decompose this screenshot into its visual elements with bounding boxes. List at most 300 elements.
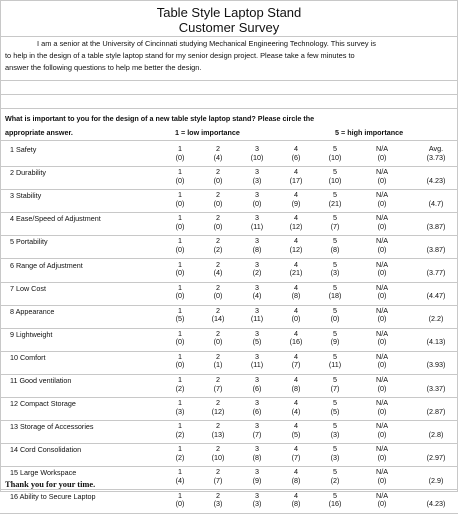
survey-question-row (0, 237, 458, 260)
rating-option-5[interactable] (315, 191, 355, 208)
average-value: (2.87) (426, 406, 446, 416)
rating-option-3[interactable] (237, 214, 277, 231)
na-option[interactable] (362, 376, 402, 393)
response-count: (7) (213, 475, 223, 485)
rating-option-3[interactable] (237, 353, 277, 370)
rating-option-1[interactable] (160, 330, 200, 347)
response-count: (0) (213, 175, 223, 185)
response-count: (0) (377, 499, 387, 509)
na-option[interactable] (362, 330, 402, 347)
na-option[interactable] (362, 468, 402, 485)
rating-option-1[interactable] (160, 214, 200, 231)
rating-value: N/A (376, 305, 388, 315)
scale-high-label: 5 = high importance (335, 128, 404, 137)
average-cell (418, 492, 454, 509)
question-label: 8 Appearance (10, 306, 55, 316)
average-heading: Avg. (428, 144, 444, 153)
rating-value: 4 (294, 259, 298, 269)
rating-option-3[interactable] (237, 422, 277, 439)
rating-option-5[interactable] (315, 261, 355, 278)
average-value: (4.23) (426, 499, 446, 509)
rating-option-3[interactable] (237, 330, 277, 347)
response-count: (8) (252, 452, 262, 462)
row-divider (0, 351, 458, 352)
thank-you-note: Thank you for your time. (5, 480, 96, 489)
response-count: (11) (328, 360, 342, 370)
rating-option-5[interactable] (315, 468, 355, 485)
rating-option-3[interactable] (237, 468, 277, 485)
rating-value: 1 (178, 421, 182, 431)
rating-option-4[interactable] (276, 145, 316, 162)
response-count: (0) (175, 244, 185, 254)
response-count: (11) (250, 221, 264, 231)
rating-option-2[interactable] (198, 445, 238, 462)
average-value: (4.23) (426, 175, 446, 185)
average-cell (418, 261, 454, 278)
rating-value: 2 (216, 236, 220, 246)
rating-value: 4 (294, 490, 298, 500)
rating-value: 5 (333, 236, 337, 246)
rating-value: 1 (178, 328, 182, 338)
response-count: (11) (250, 314, 264, 324)
row-divider (0, 212, 458, 213)
na-option[interactable] (362, 214, 402, 231)
rating-value: 4 (294, 444, 298, 454)
rating-option-5[interactable] (315, 445, 355, 462)
rating-option-3[interactable] (237, 261, 277, 278)
response-count: (8) (330, 244, 340, 254)
rating-value: N/A (376, 167, 388, 177)
rating-option-4[interactable] (276, 399, 316, 416)
rating-value: 1 (178, 213, 182, 223)
rating-value: N/A (376, 490, 388, 500)
rating-option-4[interactable] (276, 353, 316, 370)
rating-option-1[interactable] (160, 376, 200, 393)
response-count: (0) (377, 429, 387, 439)
response-count: (18) (328, 291, 342, 301)
row-divider (0, 443, 458, 444)
response-count: (1) (213, 360, 223, 370)
average-cell (418, 376, 454, 393)
rating-value: 4 (294, 421, 298, 431)
rating-option-3[interactable] (237, 445, 277, 462)
rating-value: 5 (333, 375, 337, 384)
rating-option-5[interactable] (315, 399, 355, 416)
rating-value: N/A (376, 144, 388, 153)
response-count: (3) (330, 452, 340, 462)
rating-option-5[interactable] (315, 214, 355, 231)
rating-value: N/A (376, 328, 388, 338)
response-count: (3) (213, 499, 223, 509)
rating-value: 5 (333, 282, 337, 292)
rating-value: 3 (255, 213, 259, 223)
average-cell (418, 284, 454, 301)
rating-value: 1 (178, 190, 182, 200)
rating-option-1[interactable] (160, 237, 200, 254)
rating-option-4[interactable] (276, 422, 316, 439)
response-count: (7) (252, 429, 262, 439)
row-divider (0, 235, 458, 236)
response-count: (4) (252, 291, 262, 301)
na-option[interactable] (362, 445, 402, 462)
rating-option-5[interactable] (315, 307, 355, 324)
average-cell (418, 468, 454, 485)
rating-value: 2 (216, 282, 220, 292)
rating-value: 1 (178, 398, 182, 408)
row-divider (0, 420, 458, 421)
response-count: (2) (213, 244, 223, 254)
rating-value: 1 (178, 305, 182, 315)
na-option[interactable] (362, 284, 402, 301)
rating-value: 1 (178, 167, 182, 177)
average-value: (4.47) (426, 291, 446, 301)
rating-value: 1 (178, 467, 182, 477)
rating-option-1[interactable] (160, 422, 200, 439)
rating-option-2[interactable] (198, 191, 238, 208)
response-count: (0) (175, 198, 185, 208)
rating-option-3[interactable] (237, 237, 277, 254)
rating-option-2[interactable] (198, 399, 238, 416)
average-cell (418, 330, 454, 347)
rating-option-5[interactable] (315, 492, 355, 509)
row-divider (0, 328, 458, 329)
question-label: 4 Ease/Speed of Adjustment (10, 214, 101, 224)
rating-option-3[interactable] (237, 492, 277, 509)
na-option[interactable] (362, 191, 402, 208)
rating-value: 3 (255, 398, 259, 408)
rating-value: 5 (333, 190, 337, 200)
rating-option-1[interactable] (160, 191, 200, 208)
rating-option-5[interactable] (315, 330, 355, 347)
response-count: (0) (377, 475, 387, 485)
rating-value: 2 (216, 490, 220, 500)
rating-option-1[interactable] (160, 168, 200, 185)
average-cell (418, 399, 454, 416)
rating-option-4[interactable] (276, 237, 316, 254)
rating-option-5[interactable] (315, 168, 355, 185)
rating-option-3[interactable] (237, 399, 277, 416)
rating-option-3[interactable] (237, 307, 277, 324)
response-count: (12) (289, 221, 303, 231)
survey-question-row (0, 422, 458, 445)
rating-option-5[interactable] (315, 237, 355, 254)
response-count: (7) (291, 452, 301, 462)
rating-option-3[interactable] (237, 145, 277, 162)
intro-paragraph (5, 38, 455, 74)
na-option[interactable] (362, 145, 402, 162)
rating-value: 3 (255, 305, 259, 315)
rating-value: 4 (294, 467, 298, 477)
survey-question-row (0, 445, 458, 468)
average-value: (3.87) (426, 221, 446, 231)
response-count: (0) (175, 291, 185, 301)
rating-option-1[interactable] (160, 307, 200, 324)
na-option[interactable] (362, 422, 402, 439)
question-label: 7 Low Cost (10, 283, 46, 293)
average-value: (4.13) (426, 337, 446, 347)
question-label: 13 Storage of Accessories (10, 422, 94, 432)
rating-option-4[interactable] (276, 261, 316, 278)
survey-question-row (0, 307, 458, 330)
rating-value: 2 (216, 444, 220, 454)
rating-option-1[interactable] (160, 145, 200, 162)
rating-option-1[interactable] (160, 284, 200, 301)
average-value: (3.77) (426, 268, 446, 278)
rating-option-1[interactable] (160, 468, 200, 485)
rating-value: 1 (178, 282, 182, 292)
na-option[interactable] (362, 353, 402, 370)
survey-title: Table Style Laptop Stand (156, 5, 302, 20)
average-value: (4.7) (428, 198, 444, 208)
response-count: (4) (175, 475, 185, 485)
response-count: (0) (213, 291, 223, 301)
rating-value: 2 (216, 421, 220, 431)
response-count: (0) (377, 406, 387, 416)
rating-value: 2 (216, 328, 220, 338)
response-count: (9) (252, 475, 262, 485)
na-option[interactable] (362, 307, 402, 324)
rating-value: 2 (216, 259, 220, 269)
response-count: (0) (175, 175, 185, 185)
rating-option-1[interactable] (160, 445, 200, 462)
rating-option-4[interactable] (276, 168, 316, 185)
rating-option-4[interactable] (276, 307, 316, 324)
rating-option-5[interactable] (315, 145, 355, 162)
rating-option-2[interactable] (198, 376, 238, 393)
response-count: (2) (175, 452, 185, 462)
rating-option-5[interactable] (315, 422, 355, 439)
rating-option-1[interactable] (160, 261, 200, 278)
rating-value: 4 (294, 236, 298, 246)
rating-value: 1 (178, 490, 182, 500)
divider (0, 80, 458, 81)
rating-value: 5 (333, 351, 337, 361)
rating-value: 4 (294, 282, 298, 292)
rating-value: 3 (255, 282, 259, 292)
na-option[interactable] (362, 168, 402, 185)
rating-value: 2 (216, 375, 220, 384)
rating-value: 4 (294, 144, 298, 153)
response-count: (6) (291, 152, 301, 162)
rating-option-5[interactable] (315, 376, 355, 393)
response-count: (3) (252, 175, 262, 185)
row-divider (0, 282, 458, 283)
response-count: (0) (213, 198, 223, 208)
question-label: 14 Cord Consolidation (10, 445, 82, 455)
rating-value: 5 (333, 467, 337, 477)
response-count: (0) (175, 268, 185, 278)
response-count: (4) (213, 152, 223, 162)
rating-value: 1 (178, 144, 182, 153)
row-divider (0, 305, 458, 306)
na-option[interactable] (362, 261, 402, 278)
response-count: (0) (213, 337, 223, 347)
question-label: 2 Durability (10, 168, 46, 178)
survey-question-row (0, 353, 458, 376)
rating-value: 2 (216, 467, 220, 477)
average-cell (418, 191, 454, 208)
rating-value: 2 (216, 167, 220, 177)
response-count: (0) (377, 314, 387, 324)
intro-line: to help in the design of a table style laptop stand for my senior design project. Please take a few minutes to (5, 51, 355, 60)
question-text: What is important to you for the design of a new table style laptop stand? Please circle the (5, 114, 315, 123)
rating-value: 5 (333, 444, 337, 454)
response-count: (6) (252, 383, 262, 393)
rating-option-4[interactable] (276, 376, 316, 393)
average-value: (3.73) (426, 152, 446, 162)
response-count: (12) (289, 244, 303, 254)
average-value: (2.9) (428, 475, 444, 485)
rating-value: N/A (376, 421, 388, 431)
rating-value: 2 (216, 351, 220, 361)
question-label: 6 Range of Adjustment (10, 260, 83, 270)
response-count: (7) (213, 383, 223, 393)
row-divider (0, 258, 458, 259)
response-count: (3) (175, 406, 185, 416)
question-instruction: appropriate answer. (5, 128, 73, 137)
rating-option-2[interactable] (198, 422, 238, 439)
response-count: (0) (175, 499, 185, 509)
rating-option-2[interactable] (198, 168, 238, 185)
response-count: (10) (328, 152, 342, 162)
rating-value: N/A (376, 213, 388, 223)
response-count: (5) (252, 337, 262, 347)
rating-option-2[interactable] (198, 353, 238, 370)
response-count: (8) (291, 291, 301, 301)
rating-option-3[interactable] (237, 191, 277, 208)
survey-question-row (0, 145, 458, 168)
average-cell (418, 445, 454, 462)
rating-value: 3 (255, 467, 259, 477)
rating-value: 5 (333, 305, 337, 315)
survey-question-row (0, 261, 458, 284)
response-count: (0) (330, 314, 340, 324)
response-count: (12) (211, 406, 225, 416)
response-count: (0) (377, 244, 387, 254)
na-option[interactable] (362, 237, 402, 254)
response-count: (6) (252, 406, 262, 416)
response-count: (10) (328, 175, 342, 185)
response-count: (0) (377, 221, 387, 231)
rating-value: 2 (216, 190, 220, 200)
rating-option-3[interactable] (237, 284, 277, 301)
rating-value: 5 (333, 144, 337, 153)
rating-option-3[interactable] (237, 376, 277, 393)
rating-option-4[interactable] (276, 191, 316, 208)
response-count: (10) (211, 452, 225, 462)
response-count: (13) (211, 429, 225, 439)
rating-option-5[interactable] (315, 284, 355, 301)
rating-value: 1 (178, 236, 182, 246)
rating-value: 5 (333, 490, 337, 500)
rating-option-4[interactable] (276, 468, 316, 485)
rating-option-4[interactable] (276, 445, 316, 462)
rating-option-2[interactable] (198, 492, 238, 509)
rating-option-1[interactable] (160, 492, 200, 509)
response-count: (0) (175, 360, 185, 370)
question-label: 11 Good ventilation (10, 376, 72, 385)
survey-question-row (0, 284, 458, 307)
response-count: (2) (252, 268, 262, 278)
rating-value: 3 (255, 259, 259, 269)
rating-value: N/A (376, 398, 388, 408)
response-count: (0) (213, 221, 223, 231)
average-heading (418, 492, 454, 501)
response-count: (3) (330, 268, 340, 278)
average-cell (418, 214, 454, 231)
rating-value: 2 (216, 305, 220, 315)
response-count: (21) (289, 268, 303, 278)
rating-option-2[interactable] (198, 330, 238, 347)
response-count: (0) (377, 175, 387, 185)
response-count: (0) (291, 314, 301, 324)
survey-question-row (0, 214, 458, 237)
question-label: 10 Comfort (10, 352, 46, 362)
rating-option-1[interactable] (160, 399, 200, 416)
question-label: 12 Compact Storage (10, 399, 76, 409)
na-option[interactable] (362, 399, 402, 416)
divider (0, 108, 458, 109)
rating-value: N/A (376, 282, 388, 292)
divider (0, 140, 458, 141)
response-count: (2) (175, 429, 185, 439)
response-count: (0) (377, 268, 387, 278)
rating-value: 4 (294, 351, 298, 361)
rating-option-2[interactable] (198, 284, 238, 301)
rating-value: 3 (255, 144, 259, 153)
row-divider (0, 166, 458, 167)
rating-option-2[interactable] (198, 237, 238, 254)
rating-value: 1 (178, 259, 182, 269)
rating-option-1[interactable] (160, 353, 200, 370)
rating-value: 3 (255, 328, 259, 338)
rating-value: 4 (294, 213, 298, 223)
rating-value: N/A (376, 236, 388, 246)
rating-option-5[interactable] (315, 353, 355, 370)
response-count: (0) (377, 360, 387, 370)
na-option[interactable] (362, 492, 402, 509)
rating-value: 3 (255, 190, 259, 200)
rating-value: N/A (376, 190, 388, 200)
rating-option-2[interactable] (198, 214, 238, 231)
rating-option-2[interactable] (198, 145, 238, 162)
divider (0, 36, 458, 37)
scale-low-label: 1 = low importance (175, 128, 240, 137)
rating-option-4[interactable] (276, 284, 316, 301)
average-cell (418, 237, 454, 254)
row-divider (0, 397, 458, 398)
rating-option-4[interactable] (276, 214, 316, 231)
rating-option-3[interactable] (237, 168, 277, 185)
response-count: (8) (252, 244, 262, 254)
response-count: (4) (213, 268, 223, 278)
rating-value: 3 (255, 236, 259, 246)
rating-option-4[interactable] (276, 330, 316, 347)
question-label: 15 Large Workspace (10, 468, 77, 478)
rating-value: 5 (333, 328, 337, 338)
average-cell (418, 353, 454, 370)
rating-value: N/A (376, 444, 388, 454)
average-cell (418, 422, 454, 439)
average-cell (418, 307, 454, 324)
rating-option-2[interactable] (198, 261, 238, 278)
rating-option-2[interactable] (198, 307, 238, 324)
response-count: (0) (377, 291, 387, 301)
rating-option-2[interactable] (198, 468, 238, 485)
rating-option-4[interactable] (276, 492, 316, 509)
survey-question-row (0, 330, 458, 353)
rating-value: 4 (294, 305, 298, 315)
